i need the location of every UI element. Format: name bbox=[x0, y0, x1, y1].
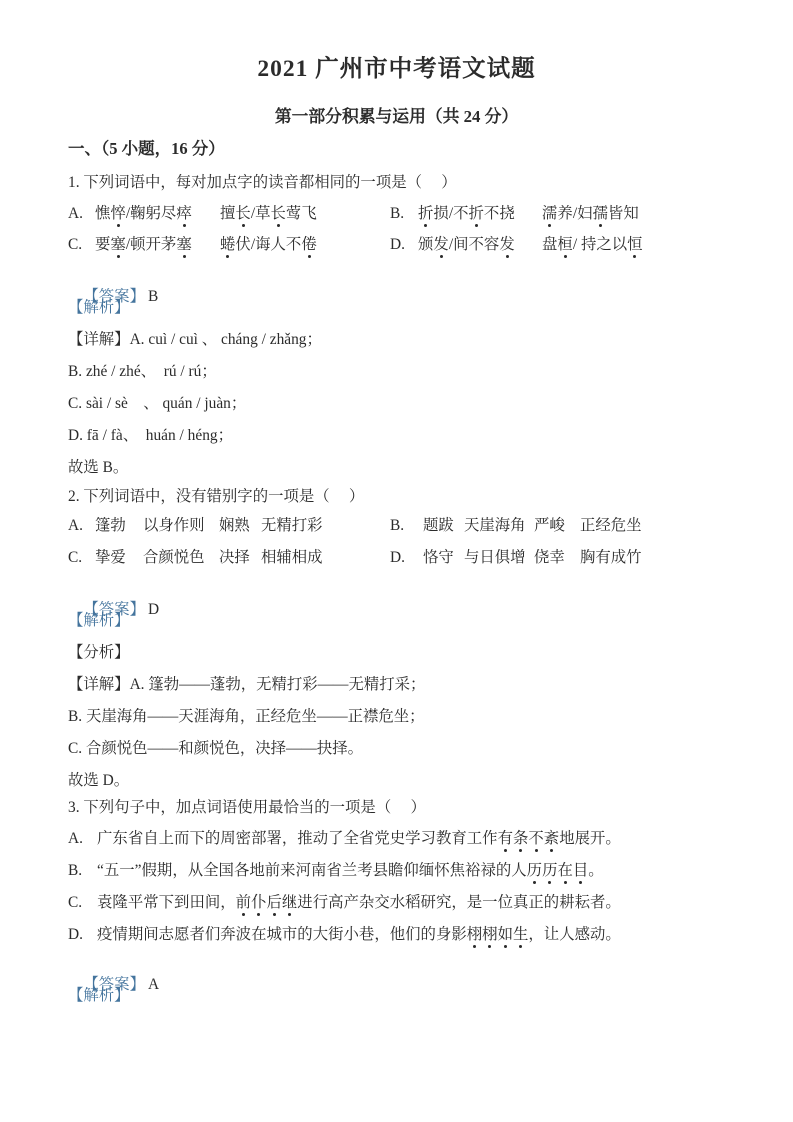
option-word: 侥幸 bbox=[534, 549, 565, 566]
q1-stem: 1. 下列词语中，每对加点字的读音都相同的一项是（ ） bbox=[68, 174, 457, 191]
option-sentence: 疫情期间志愿者们奔波在城市的大街小巷，他们的身影栩栩如生，让人感动。 bbox=[97, 926, 621, 943]
option-pair: 折损/不折不挠 bbox=[418, 205, 515, 222]
answer-value: D bbox=[147, 601, 160, 618]
option-word: 与日俱增 bbox=[464, 549, 526, 566]
option-sentence: “五一”假期，从全国各地前来河南省兰考县瞻仰缅怀焦裕禄的人历历在目。 bbox=[97, 862, 604, 879]
q2-detail-line: 【详解】A. 篷勃——蓬勃，无精打彩——无精打采； bbox=[68, 676, 426, 693]
page-title: 2021 广州市中考语文试题 bbox=[257, 56, 536, 82]
option-word: 篷勃 bbox=[95, 517, 126, 534]
answer-label: 【答案】 bbox=[83, 288, 145, 305]
q1-analysis-label: 【解析】 bbox=[68, 299, 130, 316]
option-label-a: A. bbox=[68, 205, 83, 222]
option-label-d: D. bbox=[390, 236, 405, 253]
option-word: 娴熟 bbox=[219, 517, 250, 534]
option-pair: 蜷伏/诲人不倦 bbox=[220, 236, 317, 253]
option-word: 恪守 bbox=[423, 549, 454, 566]
q2-stem: 2. 下列词语中，没有错别字的一项是（ ） bbox=[68, 488, 365, 505]
option-sentence: 袁隆平常下到田间，前仆后继进行高产杂交水稻研究，是一位真正的耕耘者。 bbox=[97, 894, 621, 911]
option-word: 严峻 bbox=[534, 517, 565, 534]
option-label-d: D. bbox=[68, 926, 83, 943]
part-heading: 第一部分积累与运用（共 24 分） bbox=[274, 107, 519, 126]
answer-value: B bbox=[147, 288, 159, 305]
option-label-a: A. bbox=[68, 517, 83, 534]
option-word: 无精打彩 bbox=[261, 517, 323, 534]
option-word: 挚爱 bbox=[95, 549, 126, 566]
option-label-c: C. bbox=[68, 236, 83, 253]
option-pair: 要塞/顿开茅塞 bbox=[95, 236, 192, 253]
q1-detail-line: 【详解】A. cuì / cuì 、 cháng / zhǎng； bbox=[68, 331, 322, 348]
option-label-c: C. bbox=[68, 549, 83, 566]
option-word: 决择 bbox=[219, 549, 250, 566]
option-pair: 颁发/间不容发 bbox=[418, 236, 515, 253]
option-label-b: B. bbox=[390, 205, 405, 222]
q1-detail-line: D. fā / fà、 huán / héng； bbox=[68, 427, 233, 444]
option-pair: 濡养/妇孺皆知 bbox=[542, 205, 639, 222]
option-word: 相辅相成 bbox=[261, 549, 323, 566]
option-word: 胸有成竹 bbox=[580, 549, 642, 566]
option-pair: 擅长/草长莺飞 bbox=[220, 205, 317, 222]
q2-analysis-label: 【解析】 bbox=[68, 612, 130, 629]
section-heading: 一、（5 小题，16 分） bbox=[68, 139, 225, 158]
option-pair: 盘桓/ 持之以恒 bbox=[542, 236, 643, 253]
q2-detail-line: B. 天崖海角——天涯海角，正经危坐——正襟危坐； bbox=[68, 708, 425, 725]
q3-stem: 3. 下列句子中，加点词语使用最恰当的一项是（ ） bbox=[68, 799, 426, 816]
answer-value: A bbox=[147, 976, 160, 993]
option-word: 题跋 bbox=[423, 517, 454, 534]
option-word: 天崖海角 bbox=[464, 517, 526, 534]
option-word: 合颜悦色 bbox=[143, 549, 205, 566]
option-pair: 憔悴/鞠躬尽瘁 bbox=[95, 205, 192, 222]
option-label-c: C. bbox=[68, 894, 83, 911]
q3-analysis-label: 【解析】 bbox=[68, 987, 130, 1004]
q1-detail-line: B. zhé / zhé、 rú / rú； bbox=[68, 363, 217, 380]
q2-conclusion-line: 故选 D。 bbox=[68, 772, 130, 789]
option-label-b: B. bbox=[390, 517, 405, 534]
answer-label: 【答案】 bbox=[83, 976, 145, 993]
answer-label: 【答案】 bbox=[83, 601, 145, 618]
option-label-b: B. bbox=[68, 862, 83, 879]
q2-detail-line: C. 合颜悦色——和颜悦色，决择——抉择。 bbox=[68, 740, 363, 757]
option-label-a: A. bbox=[68, 830, 83, 847]
q1-detail-line: C. sài / sè 、 quán / juàn； bbox=[68, 395, 247, 412]
option-sentence: 广东省自上而下的周密部署，推动了全省党史学习教育工作有条不紊地展开。 bbox=[97, 830, 621, 847]
option-word: 正经危坐 bbox=[580, 517, 642, 534]
option-label-d: D. bbox=[390, 549, 405, 566]
option-word: 以身作则 bbox=[143, 517, 205, 534]
q1-conclusion-line: 故选 B。 bbox=[68, 459, 129, 476]
q2-subanalysis-label: 【分析】 bbox=[68, 644, 130, 661]
